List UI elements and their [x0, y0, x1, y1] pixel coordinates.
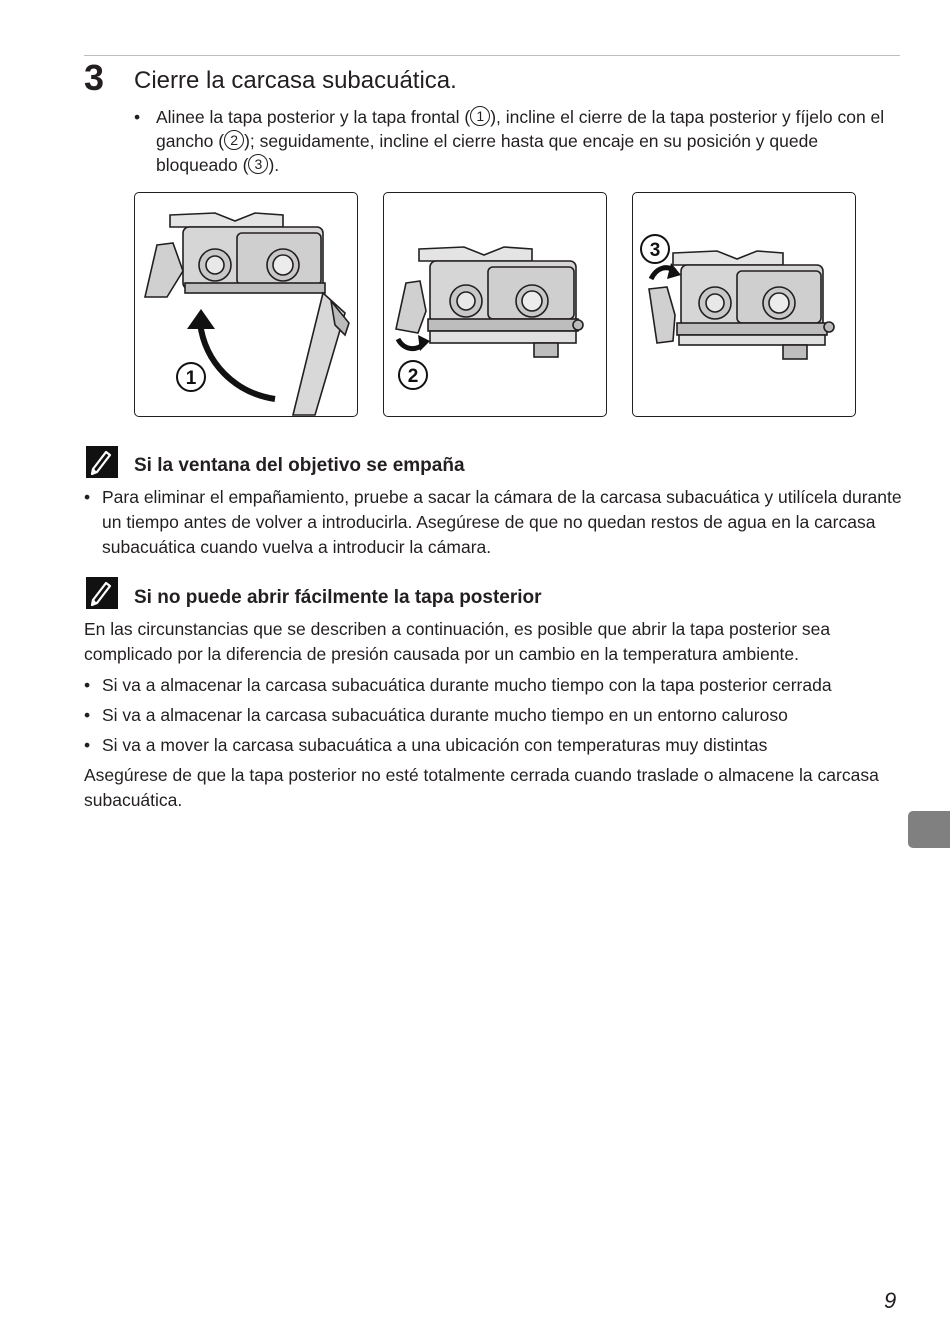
figure-2 [383, 192, 607, 417]
list-item [84, 703, 904, 728]
figure-1-callout: 1 [185, 368, 197, 389]
bullet-dot: • [84, 675, 91, 695]
figure-2-callout: 2 [407, 366, 419, 387]
section-tab [908, 811, 950, 848]
note-2-title: Si no puede abrir fácilmente la tapa posterior [134, 587, 542, 608]
figure-1 [134, 192, 358, 417]
bullet-dot: • [84, 735, 91, 755]
step-bullet [134, 105, 894, 177]
step-number: 3 [84, 57, 105, 98]
step-title: Cierre la carcasa subacuática. [134, 67, 457, 94]
note-1-title: Si la ventana del objetivo se empaña [134, 455, 465, 476]
figure-3 [632, 192, 856, 417]
note-1-bullet-text: Para eliminar el empañamiento, pruebe a sacar la cámara de la carcasa subacuática y utilícela durante un tiempo antes de volver a introducirla. Asegúrese de que no quedan restos de agua en la carcasa subacuática cuando vuelva a introducir la cámara. [102, 487, 902, 557]
figure-3-callout: 3 [649, 240, 661, 261]
housing-hinge-open-illustration [135, 193, 358, 417]
list-item [84, 485, 904, 560]
pencil-note-icon [86, 577, 118, 609]
bullet-dot: • [84, 487, 91, 507]
bullet-dot: • [84, 705, 91, 725]
pencil-note-icon [86, 446, 118, 478]
circled-3: 3 [248, 154, 268, 174]
note-2-body [84, 617, 904, 813]
housing-latch-hook-illustration [384, 193, 607, 417]
bullet-dot: • [134, 107, 141, 127]
note-2-intro: En las circunstancias que se describen a continuación, es posible que abrir la tapa posterior sea complicado por la diferencia de presión causada por un cambio en la temperatura ambiente. [84, 619, 831, 664]
circled-1: 1 [470, 106, 490, 126]
note-2-bullet-3: Si va a mover la carcasa subacuática a una ubicación con temperaturas muy distintas [102, 735, 768, 755]
list-item [84, 673, 904, 698]
circled-2: 2 [224, 130, 244, 150]
note-1-body [84, 485, 904, 565]
note-2-outro: Asegúrese de que la tapa posterior no esté totalmente cerrada cuando traslade o almacene la carcasa subacuática. [84, 765, 879, 810]
step-bullet-text: Alinee la tapa posterior y la tapa frontal ( 1 ), incline el cierre de la tapa posterior y fíjelo con el gancho ( 2 ); seguidamente, incline el cierre hasta que encaje en su posición y quede bloqueado ( 3 ). [156, 107, 885, 175]
note-2-bullet-1: Si va a almacenar la carcasa subacuática durante mucho tiempo con la tapa posterior cerrada [102, 675, 832, 695]
page-number: 9 [884, 1288, 897, 1313]
top-rule [84, 55, 900, 56]
note-2-bullet-2: Si va a almacenar la carcasa subacuática durante mucho tiempo en un entorno caluroso [102, 705, 788, 725]
housing-latch-locked-illustration [633, 193, 856, 417]
list-item [84, 733, 904, 758]
